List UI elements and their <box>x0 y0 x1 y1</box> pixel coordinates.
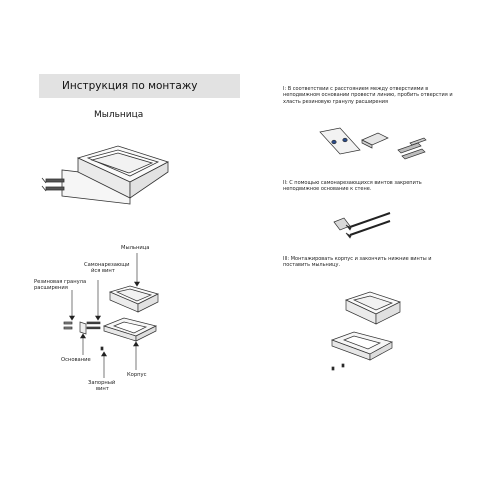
label-body: Корпус <box>127 372 147 378</box>
right-page <box>250 0 500 500</box>
step-2-text: II: С помощью самонарезающихся винтов закрепить неподвижное основание к стене. <box>283 180 422 193</box>
step-1-illustration <box>320 128 426 159</box>
label-locking-screw-line2: винт <box>96 386 109 392</box>
label-locking-screw-line1: Запорный <box>88 380 116 386</box>
label-self-tapping-screw-line2: йся винт <box>91 268 115 274</box>
step-2-illustration <box>334 213 390 238</box>
page-title: Инструкция по монтажу <box>62 80 198 92</box>
label-rubber-anchor-line2: расширения <box>34 285 68 291</box>
right-illustrations <box>250 0 500 500</box>
exploded-view-illustration <box>64 286 158 350</box>
soap-dish-main-illustration <box>42 146 168 204</box>
step-3-text: III: Монтажировать корпус и закончить нижние винты и поставить мыльницу. <box>283 256 432 269</box>
label-base: Основание <box>61 357 91 363</box>
label-self-tapping-screw-line1: Самонарезающи <box>84 262 130 268</box>
label-rubber-anchor-line1: Резиновая гранула <box>34 279 87 285</box>
label-soap-dish: Мыльница <box>121 245 150 251</box>
page-subtitle: Мыльница <box>94 110 144 120</box>
step-3-illustration <box>332 292 400 370</box>
step-1-text: I: В соответствии с расстоянием между отверстиями в неподвижном основании провести линию, пробить отверстия и хласть резиновую гранулу расширения <box>283 86 453 105</box>
